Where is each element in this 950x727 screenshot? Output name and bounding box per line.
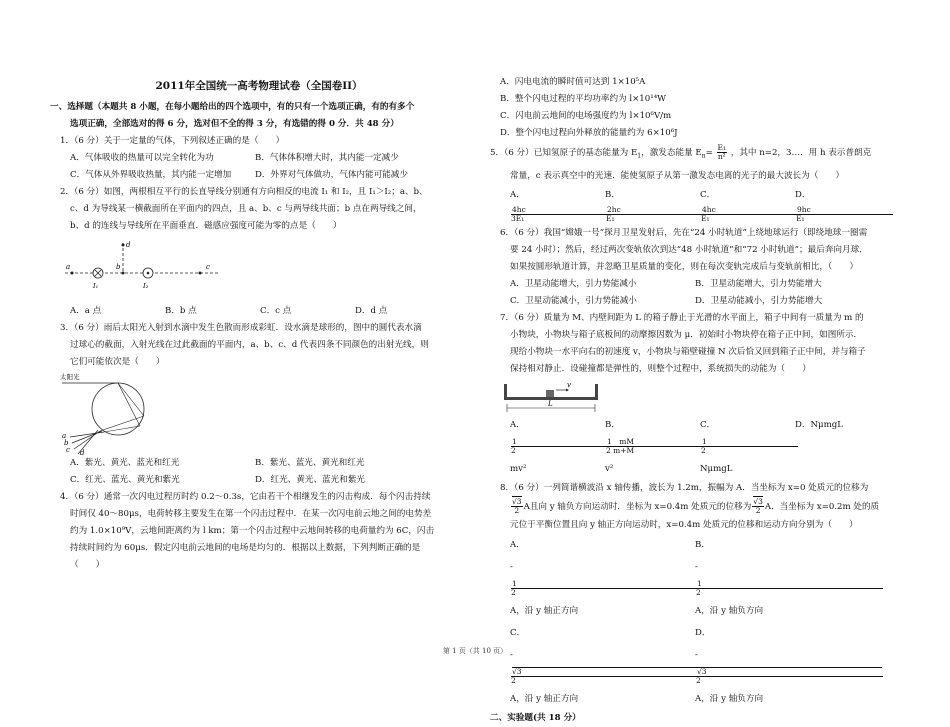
section-heading-cont: 选项正确，全部选对的得 6 分，选对但不全的得 3 分，有选错的得 0 分．共 48 分） <box>70 119 399 129</box>
length-label: L <box>548 399 553 408</box>
current-i2-label: I₂ <box>143 282 149 290</box>
q3-options-ab <box>50 455 468 472</box>
q6-line-2: 要 24 小时）；然后，经过两次变轨依次到达“48 小时轨道”和“72 小时轨道”；最后奔向月球． <box>510 244 868 255</box>
q2-line-3: b、d 的连线与导线所在平面垂直．磁感应强度可能为零的点是（ ） <box>70 221 342 231</box>
q8-option-c: C．$-\frac{√3}{2}A$，沿 y 轴正方向 <box>510 622 695 710</box>
q5-text-b: ，激发态能量 E <box>641 148 702 158</box>
q5-option-d: D．$\frac{9hc}{\text{E₁}}$ <box>795 185 890 225</box>
q5-option-a: A．$\frac{4hc}{\text{3E₁}}$ <box>510 185 605 225</box>
q2-option-c: C．c 点 <box>260 306 292 316</box>
section-heading: 一、选择题（本题共 8 小题，在每小题给出的四个选项中，有的只有一个选项正确，有的有多个 <box>50 102 415 112</box>
q1-option-a: A．气体吸收的热量可以完全转化为功 <box>70 153 214 163</box>
q6-options-cd <box>490 293 920 310</box>
q6-option-b: B．卫星动能增大，引力势能增大 <box>695 278 822 289</box>
paper-title: 2011年全国统一高考物理试卷（全国卷II） <box>155 80 363 92</box>
sunlight-label: 太阳光 <box>60 373 80 381</box>
q5-energy-den: n² <box>717 152 726 161</box>
q5-line-1: 5．（6 分）已知氢原子的基态能量为 $E_1$，激发态能量 $E_n=$ $\frac{\text{E₁}}{\text{n²}}$ ，其中 n=2，3…．用 h 表示普朗克 <box>490 143 872 161</box>
ray-d-label: d <box>80 449 85 455</box>
q5-energy-fraction <box>717 144 727 161</box>
q5-options <box>490 185 920 225</box>
q8-options-cd <box>490 622 920 710</box>
box-diagram <box>500 378 610 414</box>
q8-option-d: D．$-\frac{√3}{2}A$，沿 y 轴负方向 <box>695 622 880 710</box>
section-2-heading: 二、实验题(共 18 分） <box>490 712 581 723</box>
q4-line-1: 4．（6 分）通常一次闪电过程历时约 0.2～0.3s，它由若干个相继发生的闪击构成．每个闪击持续 <box>60 492 431 502</box>
q7-option-c: C．$\frac{1}{2}N\mu mgL$ <box>700 414 795 480</box>
q4-line-5: （ ） <box>70 560 105 570</box>
ray-a-label: a <box>62 432 67 440</box>
q7-figure <box>490 378 920 414</box>
q1-options-cd <box>50 167 468 184</box>
velocity-label: v <box>567 380 571 389</box>
q5-text-c: = <box>705 148 713 158</box>
q7-option-a: A．$\frac{1}{2}mv^2$ <box>510 414 605 480</box>
q2-option-b: B．b 点 <box>165 306 197 316</box>
q6-line-1: 6．（6 分）我国“嫦娥一号”探月卫星发射后，先在“24 小时轨道”上绕地球运行（即绕地球一圈需 <box>500 227 868 238</box>
q3-line-1: 3．（6 分）雨后太阳光入射到水滴中发生色散而形成彩虹．设水滴是球形的，图中的圆代表水滴 <box>60 323 422 333</box>
q3-line-2: 过球心的截面，入射光线在过此截面的平面内，a、b、c、d 代表四条不同颜色的出射光线，则 <box>70 340 429 350</box>
page-footer: 第 1 页（共 10 页） <box>442 647 508 655</box>
ray-c-label: c <box>66 446 70 454</box>
q7-option-b: B．$\frac{1 mM}{2 m+M}v^2$ <box>605 414 700 480</box>
q7-line-3: 现给小物块一水平向右的初速度 v，小物块与箱壁碰撞 N 次后恰又回到箱子正中间，并与箱子 <box>510 346 866 357</box>
q5-energy-num: E₁ <box>717 143 726 152</box>
q7-option-d: D．NμmgL <box>795 419 843 430</box>
q3-option-b: B．紫光、蓝光、黄光和红光 <box>255 458 365 468</box>
q8-line-1: 8．（6 分）一列简谐横波沿 x 轴传播，波长为 1.2m，振幅为 A．当坐标为 x=0 处质元的位移为 <box>500 482 869 493</box>
q8-option-b: B．$-\frac{1}{2}A$，沿 y 轴负方向 <box>695 534 880 622</box>
q6-option-d: D．卫星动能减小，引力势能增大 <box>695 295 823 306</box>
q4-option-d: D．整个闪电过程向外释放的能量约为 6×10⁶J <box>500 128 678 138</box>
q2-line-2: c、d 为导线某一横截面所在平面内的四点，且 a、b、c 与两导线共面；b 点在两导线之间， <box>70 204 422 214</box>
ray-b-label: b <box>64 439 69 447</box>
q8-line-2: $\frac{√3}{2}$ A且向 y 轴负方向运动时．坐标为 x=0.4m 处质元的位移为 $\frac{√3}{2}$ A．当坐标为 x=0.2m 处的质 <box>512 496 880 515</box>
q6-option-c: C．卫星动能减小，引力势能减小 <box>510 295 637 306</box>
q7-line-4: 保持相对静止．设碰撞都是弹性的，则整个过程中，系统损失的动能为（ ） <box>510 363 811 374</box>
q4-option-c: C．闪电前云地间的电场强度约为 l×10⁶V/m <box>500 111 672 121</box>
q5-text-d: ，其中 n=2，3…．用 h 表示普朗克 <box>730 148 872 158</box>
right-column <box>490 74 920 727</box>
q6-option-a: A．卫星动能增大，引力势能减小 <box>510 278 637 289</box>
q4-line-4: 持续时间约为 60μs．假定闪电前云地间的电场是均匀的．根据以上数据，下列判断正确的是 <box>70 543 421 553</box>
left-column <box>50 76 468 574</box>
q3-figure <box>50 371 468 455</box>
q2-line-1: 2．（6 分）如图，两根相互平行的长直导线分别通有方向相反的电流 I₁ 和 I₂，且 I₁＞I₂；a、b、 <box>60 187 428 197</box>
q1-options-ab <box>50 150 468 167</box>
q6-options-ab <box>490 276 920 293</box>
point-c-label: c <box>206 263 210 271</box>
current-i1-label: I₁ <box>93 282 99 290</box>
q2-option-d: D．d 点 <box>355 306 388 316</box>
q3-line-3: 它们可能依次是（ ） <box>70 357 165 367</box>
q1-option-b: B．气体体积增大时，其内能一定减少 <box>255 153 399 163</box>
q8-sqrt3-half-2: $\frac{√3}{2}$ <box>753 496 763 515</box>
point-a-label: a <box>66 263 71 271</box>
wires-diagram <box>60 235 260 303</box>
q7-line-1: 7．（6 分）质量为 M、内壁间距为 L 的箱子静止于光滑的水平面上，箱子中间有一质量为 m 的 <box>500 312 864 323</box>
q5-option-b: B．$\frac{2hc}{\text{E₁}}$ <box>605 185 700 225</box>
q4-line-3: 约为 1.0×10⁹V，云地间距离约为 l km；第一个闪击过程中云地间转移的电荷量约为 6C，闪击 <box>70 526 435 536</box>
q2-options <box>50 303 468 320</box>
q2-option-a: A．a 点 <box>70 306 102 316</box>
raindrop-diagram <box>60 371 180 455</box>
q4-option-b: B．整个闪电过程的平均功率约为 l×10¹⁴W <box>500 94 666 104</box>
q8-option-a: A．$-\frac{1}{2}A$，沿 y 轴正方向 <box>510 534 695 622</box>
q8-sqrt3-half-1: $\frac{√3}{2}$ <box>512 496 522 515</box>
q2-figure <box>50 235 468 303</box>
q4-option-a: A．闪电电流的瞬时值可达到 1×10⁵A <box>500 77 646 87</box>
q6-line-3: 如果按圆形轨道计算，并忽略卫星质量的变化，则在每次变轨完成后与变轨前相比，（ ） <box>510 261 859 272</box>
q3-option-c: C．红光、蓝光、黄光和紫光 <box>70 475 180 485</box>
q3-options-cd <box>50 472 468 489</box>
point-b-label: b <box>116 263 121 271</box>
q8-options-ab <box>490 534 920 622</box>
q7-options <box>490 414 920 480</box>
q3-option-a: A．紫光、黄光、蓝光和红光 <box>70 458 180 468</box>
q1-stem: 1．（6 分）关于一定量的气体，下列叙述正确的是（ ） <box>60 136 285 146</box>
q3-option-d: D．红光、黄光、蓝光和紫光 <box>255 475 366 485</box>
q1-option-d: D．外界对气体做功，气体内能可能减少 <box>255 170 408 180</box>
q4-line-2: 时间仅 40～80μs，电荷转移主要发生在第一个闪击过程中．在某一次闪电前云地之间的电势差 <box>70 509 432 519</box>
q8-line-3: 元位于平衡位置且向 y 轴正方向运动时，x=0.4m 处质元的位移和运动方向分别为（ ） <box>510 519 858 530</box>
q7-line-2: 小物块，小物块与箱子底板间的动摩擦因数为 μ．初始时小物块停在箱子正中间，如图所示． <box>510 329 863 340</box>
q5-line-2: 常量，c 表示真空中的光速．能使氢原子从第一激发态电离的光子的最大波长为（ ） <box>510 170 845 181</box>
q5-text-a: 5．（6 分）已知氢原子的基态能量为 E <box>490 148 638 158</box>
point-d-label: d <box>126 241 131 249</box>
q1-option-c: C．气体从外界吸收热量，其内能一定增加 <box>70 170 232 180</box>
q5-option-c: C．$\frac{4hc}{\text{E₁}}$ <box>700 185 795 225</box>
